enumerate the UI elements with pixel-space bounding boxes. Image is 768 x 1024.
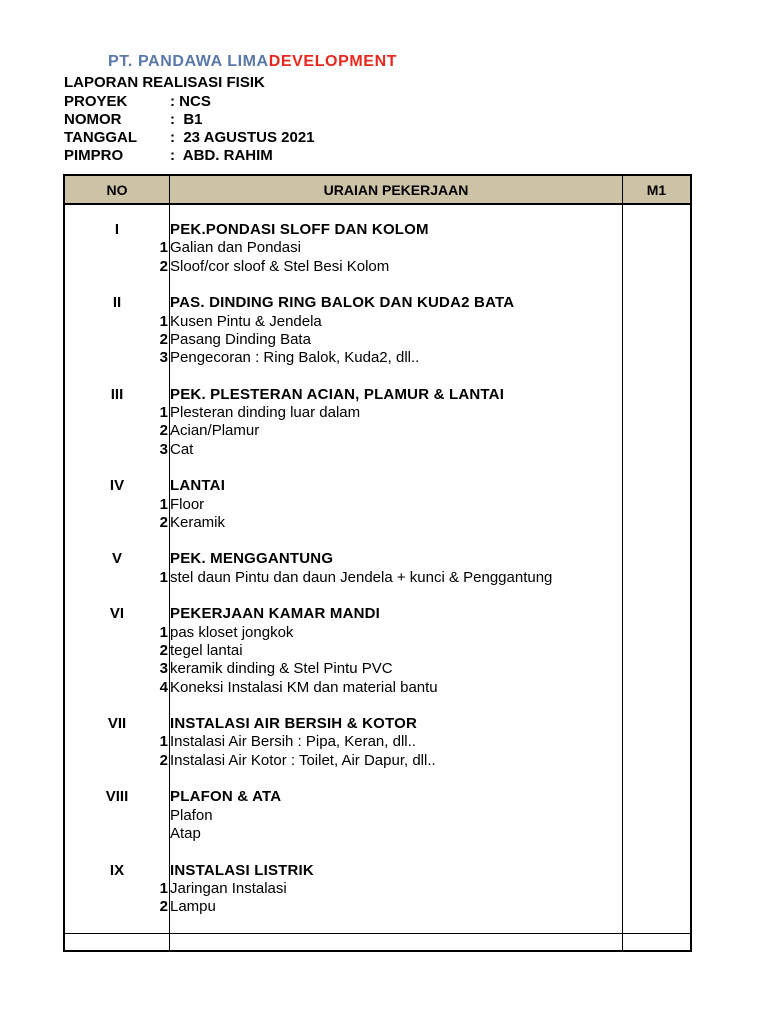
item-number: 1 (159, 239, 168, 257)
table-header (65, 176, 690, 205)
company-name (108, 53, 397, 71)
item-description: Koneksi Instalasi KM dan material bantu (170, 678, 438, 696)
item-description: Lampu (170, 898, 216, 916)
item-description: pas kloset jongkok (170, 623, 294, 641)
section-number: I (114, 221, 120, 238)
meta-label: PIMPRO (64, 147, 124, 164)
section-number: IV (109, 477, 125, 495)
item-description: keramik dinding & Stel Pintu PVC (170, 660, 393, 678)
item-description: Pengecoran : Ring Balok, Kuda2, dll.. (170, 349, 420, 367)
item-description: Pasang Dinding Bata (170, 330, 311, 348)
section-number: V (111, 550, 122, 568)
section-title: PAS. DINDING RING BALOK DAN KUDA2 BATA (170, 294, 515, 312)
meta-value: : 23 AGUSTUS 2021 (170, 129, 315, 146)
item-number: 4 (159, 678, 168, 696)
table-bottom-divider (65, 933, 690, 934)
section-title: PLAFON & ATA (170, 788, 282, 806)
item-number: 2 (159, 751, 168, 769)
meta-row (64, 111, 464, 129)
item-number: 1 (159, 568, 168, 586)
item-description: Cat (170, 440, 194, 458)
item-description: Acian/Plamur (170, 422, 260, 440)
item-description: Keramik (170, 513, 226, 531)
section-title: PEK. PLESTERAN ACIAN, PLAMUR & LANTAI (170, 385, 505, 403)
column-divider (622, 176, 623, 950)
column-header-description: URAIAN PEKERJAAN (323, 182, 469, 198)
column-header-no: NO (106, 182, 128, 198)
meta-row (64, 129, 464, 147)
item-number: 2 (159, 641, 168, 659)
section-number: VI (109, 605, 125, 623)
item-number: 2 (159, 898, 168, 916)
item-number: 3 (159, 660, 168, 678)
section-title: PEK.PONDASI SLOFF DAN KOLOM (170, 221, 429, 238)
item-number: 2 (159, 513, 168, 531)
meta-label: PROYEK (64, 93, 128, 110)
section-number: VII (107, 715, 127, 733)
item-number: 1 (159, 733, 168, 751)
section-number: IX (109, 861, 125, 879)
item-number: 3 (159, 349, 168, 367)
item-description: Plafon (170, 806, 213, 824)
item-description: Jaringan Instalasi (170, 879, 287, 897)
section-number: VIII (105, 788, 129, 806)
section-title: PEK. MENGGANTUNG (170, 550, 334, 568)
meta-row (64, 93, 464, 111)
item-description: Sloof/cor sloof & Stel Besi Kolom (170, 257, 390, 275)
company-name-part1: PT. PANDAWA LIMA (108, 53, 269, 70)
meta-row (64, 147, 464, 165)
meta-value: : B1 (170, 111, 203, 128)
section-number: III (110, 385, 124, 403)
item-number: 1 (159, 879, 168, 897)
company-name-part2: DEVELOPMENT (268, 53, 398, 70)
meta-label: TANGGAL (64, 129, 138, 146)
item-number: 1 (159, 623, 168, 641)
meta-value: : NCS (170, 93, 211, 110)
item-number: 2 (159, 422, 168, 440)
item-number: 1 (159, 495, 168, 513)
meta-label: NOMOR (64, 111, 122, 128)
work-table (63, 174, 692, 952)
item-number: 1 (159, 404, 168, 421)
item-number: 2 (159, 330, 168, 348)
item-description: Instalasi Air Bersih : Pipa, Keran, dll.. (170, 733, 416, 751)
item-description: Floor (170, 495, 205, 513)
item-number: 1 (159, 312, 168, 330)
column-header-m1: M1 (646, 182, 667, 198)
report-title: LAPORAN REALISASI FISIK (64, 74, 265, 91)
item-description: Kusen Pintu & Jendela (170, 312, 322, 330)
section-title: PEKERJAAN KAMAR MANDI (170, 605, 381, 623)
section-title: INSTALASI AIR BERSIH & KOTOR (170, 715, 417, 733)
item-description: stel daun Pintu dan daun Jendela + kunci & Penggantung (170, 568, 553, 586)
section-number: II (112, 294, 122, 312)
section-title: LANTAI (170, 477, 226, 495)
item-number: 2 (159, 257, 168, 275)
item-description: tegel lantai (170, 641, 243, 659)
item-description: Atap (170, 824, 201, 842)
section-title: INSTALASI LISTRIK (170, 861, 314, 879)
item-description: Plesteran dinding luar dalam (170, 404, 361, 421)
item-number: 3 (159, 440, 168, 458)
meta-value: : ABD. RAHIM (170, 147, 273, 164)
item-description: Galian dan Pondasi (170, 239, 301, 257)
item-description: Instalasi Air Kotor : Toilet, Air Dapur, dll.. (170, 751, 436, 769)
